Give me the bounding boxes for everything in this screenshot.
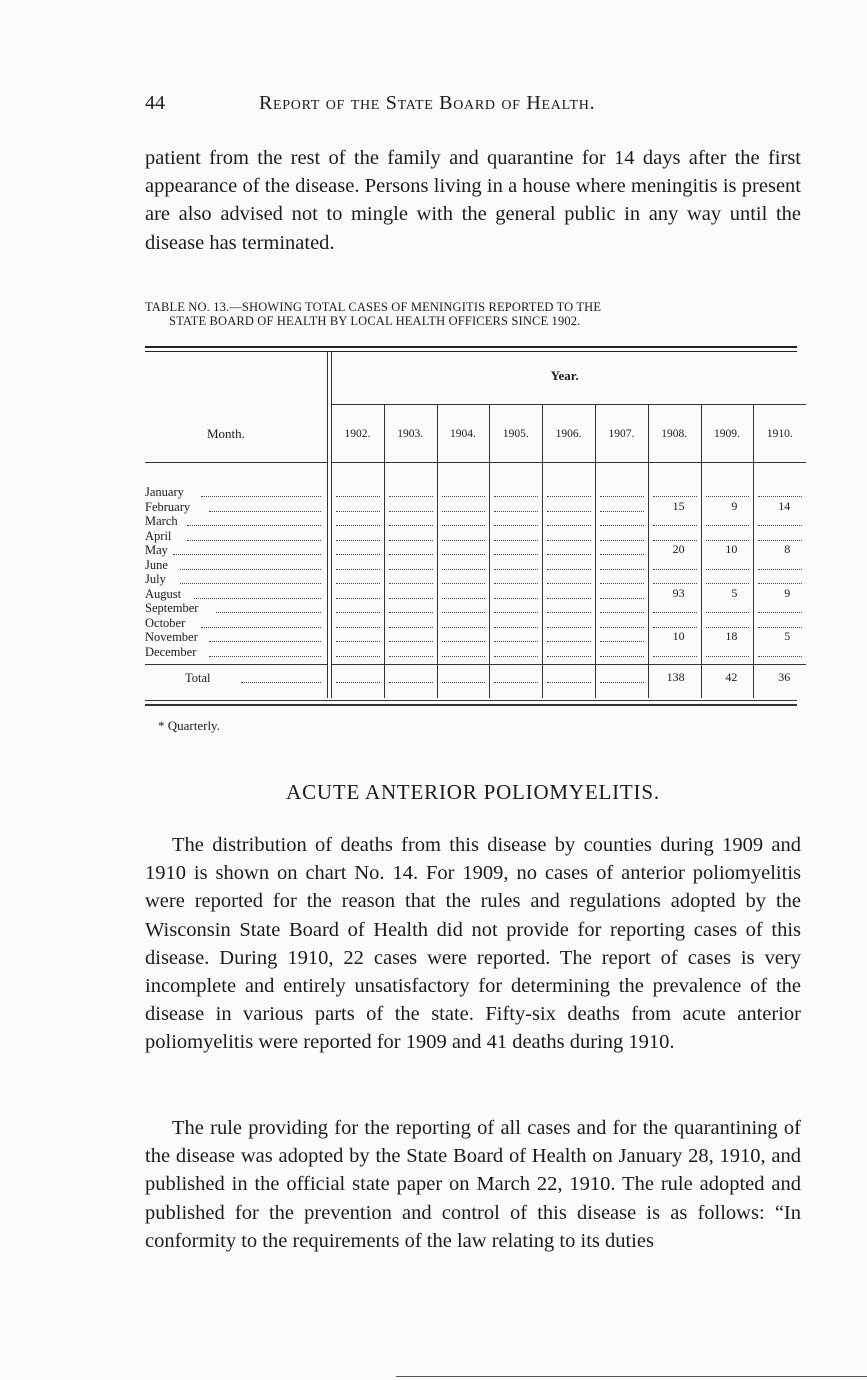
paragraph-polio-distribution: The distribution of deaths from this disease by counties during 1909 and 1910 is shown on chart No. 14. For 1909, no cases of anterior poliomyelitis were reported for the reason that the rules and regulations adopted by the Wisconsin State Board of Health did not provide for reporting cases of this disease. During 1910, 22 cases were reported. The report of cases is very incomplete and entirely unsatisfactory for determining the prevalence of the disease in various parts of the state. Fifty-six deaths from acute anterior poliomyelitis were reported for 1909 and 41 deaths during 1910. [145,834,801,1054]
table-cell-leader [600,641,644,642]
table-cell-leader [653,583,697,584]
year-col-header: 1903. [397,428,424,440]
table-cell-leader [442,656,486,657]
year-col-header: 1906. [555,428,582,440]
table-cell: 8 [784,542,791,556]
month-row-label: March [145,514,178,528]
table-cell-leader [758,627,802,628]
month-row-leader [209,656,321,657]
table-cell-leader [494,569,538,570]
table-top-rule [145,346,797,348]
table-cell-leader [547,612,591,613]
table-cell-leader [389,583,433,584]
month-row-label: January [145,485,184,499]
table-cell-leader [547,627,591,628]
table-cell-leader [547,656,591,657]
table-cell: 93 [672,585,685,600]
month-row-leader [187,540,321,541]
table-cell: 15 [672,498,685,513]
table-cell-leader [706,496,750,497]
section-title: ACUTE ANTERIOR POLIOMYELITIS. [286,780,660,804]
table-cell-leader [758,496,802,497]
table-bottom-rule-thick [145,704,797,706]
table-cell-leader [653,540,697,541]
month-row-leader [173,554,321,555]
table-cell-leader [494,554,538,555]
table-cell-leader [494,525,538,526]
table-bottom-rule [145,700,797,701]
table-cell-leader [336,627,380,628]
table-cell-leader [442,612,486,613]
table-cell-leader [600,583,644,584]
month-header: Month. [207,426,245,441]
month-row-label: October [145,615,186,630]
table-cell-leader [442,525,486,526]
month-row-label: September [145,601,199,615]
table-cell-leader [600,511,644,512]
table-cell-leader [494,583,538,584]
table-cell-leader [653,496,697,497]
table-cell-leader [758,525,802,526]
page-header [145,92,797,118]
table-cell-leader [336,583,380,584]
table-cell-leader [389,569,433,570]
month-col-divider [327,352,328,698]
total-cell: 138 [666,670,685,684]
table-cell-leader [442,540,486,541]
table-cell-leader [336,540,380,541]
table-cell-leader [494,641,538,642]
total-cell-leader [600,682,644,683]
header-bottom-rule [145,462,327,463]
year-col-header: 1908. [661,428,688,440]
month-row-label: February [145,499,191,514]
running-head: Report of the State Board of Health. [259,92,596,114]
table-cell-leader [389,612,433,613]
table-cell-leader [600,598,644,599]
table-cell-leader [336,511,380,512]
table-cell-leader [547,554,591,555]
table-cell-leader [600,612,644,613]
table-cell-leader [758,583,802,584]
meningitis-table [145,342,797,712]
table-cell-leader [758,540,802,541]
month-row-label: August [145,586,182,601]
total-cell-leader [494,682,538,683]
table-cell: 5 [784,629,791,643]
month-row-leader [209,511,321,512]
table-cell-leader [547,511,591,512]
table-cell-leader [653,612,697,613]
table-cell-leader [389,511,433,512]
total-cell: 36 [778,670,791,684]
month-row-leader [194,598,321,599]
year-col-header: 1909. [714,428,740,440]
table-cell-leader [389,525,433,526]
table-cell-leader [706,583,750,584]
table-cell-leader [389,627,433,628]
table-cell: 10 [725,542,738,556]
table-top-rule-thin [145,351,797,352]
table-cell-leader [494,612,538,613]
table-cell-leader [494,656,538,657]
table-cell-leader [336,656,380,657]
table-cell-leader [547,525,591,526]
table-cell-leader [547,641,591,642]
table-cell: 5 [731,585,738,600]
table-cell-leader [494,511,538,512]
year-col-divider [542,404,543,698]
table-cell-leader [706,569,750,570]
table-cell-leader [758,569,802,570]
month-row-label: May [145,543,168,557]
year-col-header: 1905. [502,428,529,440]
table-cell: 20 [672,542,685,556]
month-row-label: July [145,572,166,586]
month-row-leader [187,525,321,526]
table-cell-leader [600,569,644,570]
table-caption-line-2: STATE BOARD OF HEALTH BY LOCAL HEALTH OFFICERS SINCE 1902. [169,314,581,328]
table-cell-leader [547,540,591,541]
table-cell-leader [653,627,697,628]
total-rule [145,664,327,665]
total-rule-right [331,664,806,665]
table-cell: 14 [778,498,791,513]
table-cell-leader [758,656,802,657]
table-cell-leader [389,641,433,642]
month-row-label: December [145,644,197,659]
table-cell-leader [442,627,486,628]
month-row-leader [180,583,321,584]
table-cell-leader [547,598,591,599]
table-cell-leader [600,554,644,555]
year-col-header: 1904. [450,428,476,440]
total-cell-leader [336,682,380,683]
table-cell-leader [442,511,486,512]
table-cell-leader [600,540,644,541]
table-cell-leader [653,569,697,570]
month-row-leader [216,612,321,613]
paragraph-polio-rule: The rule providing for the reporting of all cases and for the quarantining of the disease was adopted by the State Board of Health on January 28, 1910, and published in the official state paper on March 22, 1910. The rule adopted and published for the prevention and control of this disease is as follows: “In conformity to the requirements of the law relating to its duties [145,1117,801,1252]
table-caption [145,300,797,328]
month-row-label: November [145,630,198,644]
total-cell-leader [442,682,486,683]
table-cell-leader [547,496,591,497]
table-cell-leader [389,656,433,657]
table-cell-leader [389,540,433,541]
bottom-rule [396,1376,867,1377]
month-row-leader [201,496,321,497]
year-header-rule [331,404,806,405]
table-cell-leader [547,583,591,584]
table-cell-leader [442,598,486,599]
table-cell-leader [336,569,380,570]
table-cell: 9 [784,585,791,600]
table-cell-leader [336,554,380,555]
table-cell-leader [653,656,697,657]
table-cell-leader [442,583,486,584]
table-cell-leader [494,627,538,628]
table-cell-leader [758,612,802,613]
table-cell-leader [600,656,644,657]
year-col-header: 1902. [344,428,371,440]
table-cell-leader [706,612,750,613]
month-row-label: April [145,528,172,543]
year-col-header: 1910. [766,428,793,440]
table-cell-leader [336,496,380,497]
year-header: Year. [550,368,579,383]
header-bottom-rule-right [331,462,806,463]
table-cell-leader [442,641,486,642]
total-row-leader [241,682,321,683]
table-cell-leader [336,641,380,642]
table-cell-leader [600,627,644,628]
table-cell-leader [336,525,380,526]
month-row-label: June [145,557,168,572]
table-cell-leader [706,627,750,628]
table-cell-leader [336,612,380,613]
table-cell-leader [547,569,591,570]
table-cell-leader [653,525,697,526]
table-cell-leader [494,540,538,541]
year-col-divider [489,404,490,698]
table-cell-leader [494,496,538,497]
table-cell: 18 [725,629,738,643]
table-cell-leader [494,598,538,599]
table-cell-leader [706,525,750,526]
total-cell-leader [547,682,591,683]
table-cell-leader [442,554,486,555]
year-col-divider [437,404,438,698]
table-cell: 9 [731,498,738,513]
table-cell-leader [706,656,750,657]
total-cell-leader [389,682,433,683]
total-cell: 42 [725,670,738,684]
table-cell-leader [389,496,433,497]
month-row-leader [180,569,321,570]
month-row-leader [201,627,321,628]
year-col-header: 1907. [608,428,635,440]
month-row-leader [209,641,321,642]
table-cell-leader [389,554,433,555]
table-footnote: * Quarterly. [158,718,220,733]
table-cell-leader [389,598,433,599]
table-cell: 10 [672,629,685,643]
table-caption-line-1: TABLE NO. 13.—SHOWING TOTAL CASES OF MENINGITIS REPORTED TO THE [145,300,602,314]
table-cell-leader [336,598,380,599]
paragraph-meningitis-end: patient from the rest of the family and quarantine for 14 days after the first appearance of the disease. Persons living in a house where meningitis is present are also advised not to mingle with the general public in any way until the disease has terminated. [145,147,801,254]
page-number: 44 [145,92,165,114]
total-row-label: Total [185,671,211,685]
year-col-divider [595,404,596,698]
table-cell-leader [442,569,486,570]
table-cell-leader [600,525,644,526]
year-col-divider [384,404,385,698]
table-cell-leader [706,540,750,541]
table-cell-leader [442,496,486,497]
table-cell-leader [600,496,644,497]
